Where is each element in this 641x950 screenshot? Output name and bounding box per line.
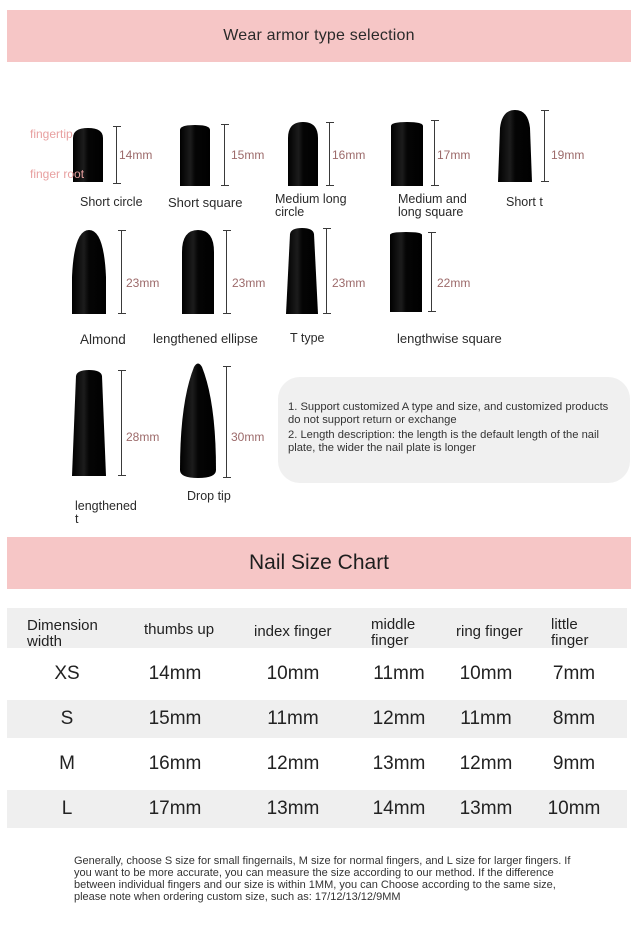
length-label: 23mm <box>126 276 160 290</box>
ruler <box>326 228 327 314</box>
size-cell: 12mm <box>266 753 320 774</box>
size-cell: XS <box>54 663 80 684</box>
header-dimension-width: Dimension width <box>27 617 98 650</box>
ruler <box>544 110 545 182</box>
nail-t-type <box>286 228 318 314</box>
ruler <box>226 230 227 314</box>
length-label: 17mm <box>437 148 471 162</box>
length-label: 15mm <box>231 148 265 162</box>
size-cell: 14mm <box>372 798 426 819</box>
size-cell: 8mm <box>552 708 596 729</box>
size-cell: 11mm <box>373 663 425 684</box>
length-label: 30mm <box>231 430 265 444</box>
size-cell: 17mm <box>148 798 202 819</box>
table-row <box>7 700 627 738</box>
length-label: 22mm <box>437 276 471 290</box>
size-cell: 7mm <box>552 663 596 684</box>
nail-lengthened-t <box>72 370 106 476</box>
notes-box <box>278 377 630 483</box>
ruler <box>224 124 225 186</box>
size-cell: 10mm <box>459 663 513 684</box>
size-cell: S <box>60 708 74 729</box>
size-cell: L <box>61 798 73 819</box>
size-chart-banner <box>7 537 631 589</box>
nail-short-square <box>180 125 210 186</box>
note-customization: 1. Support customized A type and size, and customized products do not support return or exchange <box>288 401 609 426</box>
table-row <box>7 655 627 693</box>
header-ring-finger: ring finger <box>456 623 523 640</box>
shape-name: lengthened ellipse <box>153 331 258 346</box>
shape-name: Short circle <box>80 195 143 209</box>
nail-shapes-section <box>0 62 641 537</box>
shape-name: Medium long circle <box>275 192 347 219</box>
finger-root-label: finger root <box>30 167 85 181</box>
length-label: 23mm <box>332 276 366 290</box>
size-cell: 12mm <box>459 753 513 774</box>
shape-name: lengthwise square <box>397 331 502 346</box>
shape-name: lengthened t <box>75 499 137 526</box>
length-label: 28mm <box>126 430 160 444</box>
length-label: 19mm <box>551 148 585 162</box>
shape-name: Short square <box>168 195 243 210</box>
size-cell: 10mm <box>266 663 320 684</box>
size-cell: 13mm <box>459 798 513 819</box>
length-label: 14mm <box>119 148 153 162</box>
ruler <box>121 230 122 314</box>
table-row <box>7 745 627 783</box>
length-label: 16mm <box>332 148 366 162</box>
size-cell: 13mm <box>266 798 320 819</box>
fingertip-label: fingertip <box>30 127 73 141</box>
nail-lengthened-ellipse <box>182 230 214 314</box>
header-little-finger: little finger <box>551 616 589 649</box>
nail-almond <box>72 230 106 314</box>
size-cell: 16mm <box>148 753 202 774</box>
shape-name: Short t <box>506 195 543 209</box>
size-cell: 11mm <box>267 708 319 729</box>
ruler <box>434 120 435 186</box>
size-cell: 15mm <box>148 708 202 729</box>
header-thumbs-up: thumbs up <box>144 621 215 638</box>
size-cell: 9mm <box>552 753 596 774</box>
nail-drop-tip <box>180 364 216 479</box>
size-cell: M <box>59 753 75 774</box>
sizing-guidance-text: Generally, choose S size for small fingernails, M size for normal fingers, and L size for larger fingers. If you want to be more accurate, you can measure the size according to our method. If the difference between individual fingers and our size is within 1MM, you can Choose according to the same size, please note when ordering custom size, such as: 17/12/13/12/9MM <box>74 855 571 903</box>
shape-name: Drop tip <box>187 489 231 503</box>
length-label: 23mm <box>232 276 266 290</box>
header-middle-finger: middle finger <box>371 616 416 649</box>
size-chart-title: Nail Size Chart <box>248 551 390 574</box>
shape-selection-banner <box>7 10 631 62</box>
ruler <box>329 122 330 186</box>
size-cell: 10mm <box>547 798 601 819</box>
table-row <box>7 790 627 828</box>
shape-selection-title: Wear armor type selection <box>223 27 415 44</box>
nail-lengthwise-square <box>390 232 422 312</box>
ruler <box>431 232 432 312</box>
ruler <box>116 126 117 184</box>
shape-name: Medium and long square <box>398 192 467 219</box>
ruler <box>226 366 227 478</box>
ruler <box>121 370 122 476</box>
note-length: 2. Length description: the length is the default length of the nail plate, the wider the nail plate is longer <box>288 429 599 454</box>
nail-medium-long-square <box>391 122 423 186</box>
size-cell: 14mm <box>148 663 202 684</box>
nail-short-t <box>498 110 532 182</box>
size-cell: 12mm <box>372 708 426 729</box>
nail-medium-long-circle <box>288 122 318 186</box>
shape-name: T type <box>290 331 325 345</box>
size-cell: 13mm <box>372 753 426 774</box>
size-cell: 11mm <box>460 708 512 729</box>
shape-name: Almond <box>80 332 126 347</box>
header-index-finger: index finger <box>254 623 332 640</box>
table-header-row <box>7 608 627 648</box>
